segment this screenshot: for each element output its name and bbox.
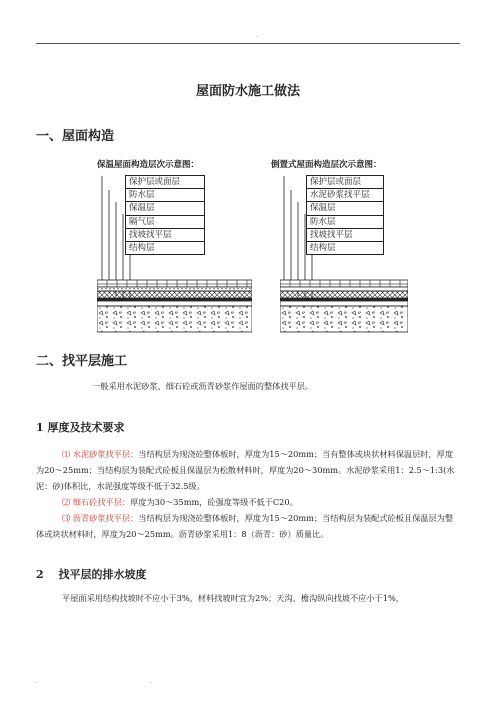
sub2-heading: 2 找平层的排水坡度 <box>36 568 147 581</box>
right-layer: 水泥砂浆找平层 <box>307 189 383 202</box>
item-label: ⑵ 细石砼找平层： <box>62 497 131 507</box>
sub1-heading: 1 厚度及技术要求 <box>36 421 125 434</box>
left-layer: 找坡找平层 <box>126 229 204 242</box>
left-layer: 保护层或面层 <box>126 176 204 189</box>
left-diagram-caption: 保温屋面构造层次示意图： <box>97 160 200 170</box>
sub1-item-1 <box>36 446 460 494</box>
item-text: 当结构层为现浇砼整体板时，厚度为15～20mm；当有整体或块状材料保温层时，厚度为20～25mm；当结构层为装配式砼板且保温层为松散材料时，厚度为20～30mm。水泥砂浆采用1：2.5～1:3(水泥：砂)体积比，水泥强度等级不低于32.5级。 <box>36 449 455 491</box>
right-layer: 防水层 <box>307 216 383 229</box>
header-rule <box>36 43 460 44</box>
sub1-item-2 <box>36 494 460 510</box>
right-layer-list <box>306 175 384 255</box>
right-diagram-caption: 倒置式屋面构造层次示意图： <box>271 160 382 170</box>
section1-heading: 一、屋面构造 <box>36 129 115 144</box>
header-mark: . <box>256 32 258 39</box>
item-text: 当结构层为现浇砼整体板时，厚度为15～20mm；当结构层为装配式砼板且保温层为整体或块状材料时，厚度为20～25mm。沥青砂浆采用1：8（沥青：砂）质量比。 <box>36 513 454 539</box>
footer-mark: . <box>36 678 38 685</box>
item-text: 厚度为30～35mm，砼强度等级不低于C20。 <box>130 497 298 507</box>
right-layer: 找坡找平层 <box>307 229 383 242</box>
section2-intro: 一般采用水泥砂浆、细石砼或沥青砂浆作屋面的整体找平层。 <box>92 381 314 391</box>
left-layer: 保温层 <box>126 202 204 215</box>
section2-heading: 二、找平层施工 <box>36 354 128 369</box>
left-layer: 防水层 <box>126 189 204 202</box>
item-label: ⑴ 水泥砂浆找平层： <box>62 449 139 459</box>
sub1-item-3 <box>36 510 460 542</box>
page-title: 屋面防水施工做法 <box>195 84 300 99</box>
left-layer-list <box>125 175 205 255</box>
left-layer: 结构层 <box>129 242 155 253</box>
left-layer: 隔气层 <box>126 216 204 229</box>
item-label: ⑶ 沥青砂浆找平层： <box>62 513 139 523</box>
right-layer: 保温层 <box>307 202 383 215</box>
footer-mark: . <box>150 678 152 685</box>
right-layer: 结构层 <box>310 242 336 253</box>
right-layer: 保护层或面层 <box>307 176 383 189</box>
sub2-text: 平屋面采用结构找坡时不应小于3%，材料找坡时宜为2%；天沟、檐沟纵向找坡不应小于1%， <box>62 593 404 603</box>
